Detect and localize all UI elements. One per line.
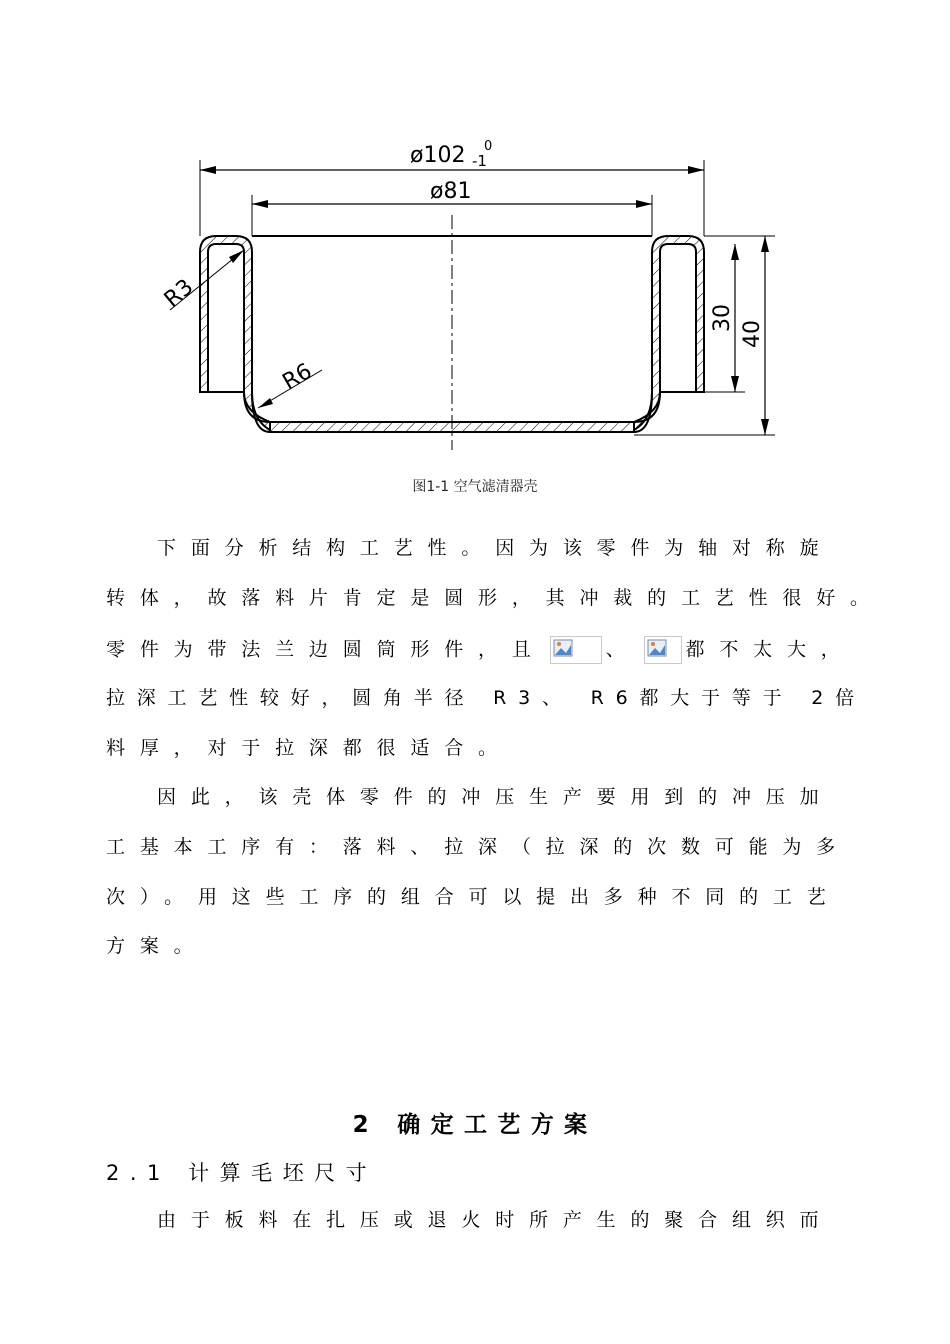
para1-line3-a: 零件为带法兰边圆筒形件，且 xyxy=(106,638,546,661)
broken-image-icon xyxy=(553,639,575,659)
dimension-outer-diameter xyxy=(200,139,704,174)
dimension-height-40 xyxy=(740,236,769,435)
para2-line1: 因此，该壳体零件的冲压生产要用到的冲压加 xyxy=(157,786,834,808)
height-40-label: 40 xyxy=(740,320,765,348)
technical-drawing xyxy=(140,130,800,450)
image-placeholder-1 xyxy=(550,636,602,664)
r3-label: R3 xyxy=(159,274,199,313)
figure-caption: 图1-1 空气滤清器壳 xyxy=(412,479,538,495)
para2-line2: 工基本工序有：落料、拉深（拉深的次数可能为多 xyxy=(106,836,851,858)
subsection-title: 2.1 计算毛坯尺寸 xyxy=(106,1161,378,1185)
extension-lines xyxy=(200,160,775,435)
inner-diameter-label: ø81 xyxy=(430,179,472,204)
para2-line4: 方案。 xyxy=(106,935,208,957)
para3-line1: 由于板料在扎压或退火时所产生的聚合组织而 xyxy=(157,1209,834,1231)
outer-tol-upper: 0 xyxy=(484,139,493,154)
section-title: 2 确定工艺方案 xyxy=(352,1112,598,1138)
para1-line1: 下面分析结构工艺性。因为该零件为轴对称旋 xyxy=(157,537,834,559)
left-wall xyxy=(200,236,270,430)
right-wall xyxy=(634,236,704,430)
para1-line2: 转体，故落料片肯定是圆形，其冲裁的工艺性很好。 xyxy=(106,587,884,609)
height-30-label: 30 xyxy=(710,304,735,332)
outer-diameter-label: ø102 xyxy=(410,143,466,168)
para1-line3-sep: 、 xyxy=(605,638,640,661)
para1-line5: 料厚，对于拉深都很适合。 xyxy=(106,737,512,759)
para1-line3-b: 都不太大， xyxy=(685,638,855,661)
outer-tol-lower: -1 xyxy=(472,152,487,170)
dimension-inner-diameter xyxy=(252,179,652,208)
dimension-r6 xyxy=(258,359,322,408)
r6-label: R6 xyxy=(278,358,317,396)
image-placeholder-2 xyxy=(644,636,682,664)
para1-line4: 拉深工艺性较好，圆角半径 R3、 R6都大于等于 2倍 xyxy=(106,687,866,709)
dimension-height-30 xyxy=(710,244,739,392)
para1-line3 xyxy=(106,636,855,664)
para2-line3: 次）。用这些工序的组合可以提出多种不同的工艺 xyxy=(106,886,841,908)
broken-image-icon xyxy=(647,639,669,659)
